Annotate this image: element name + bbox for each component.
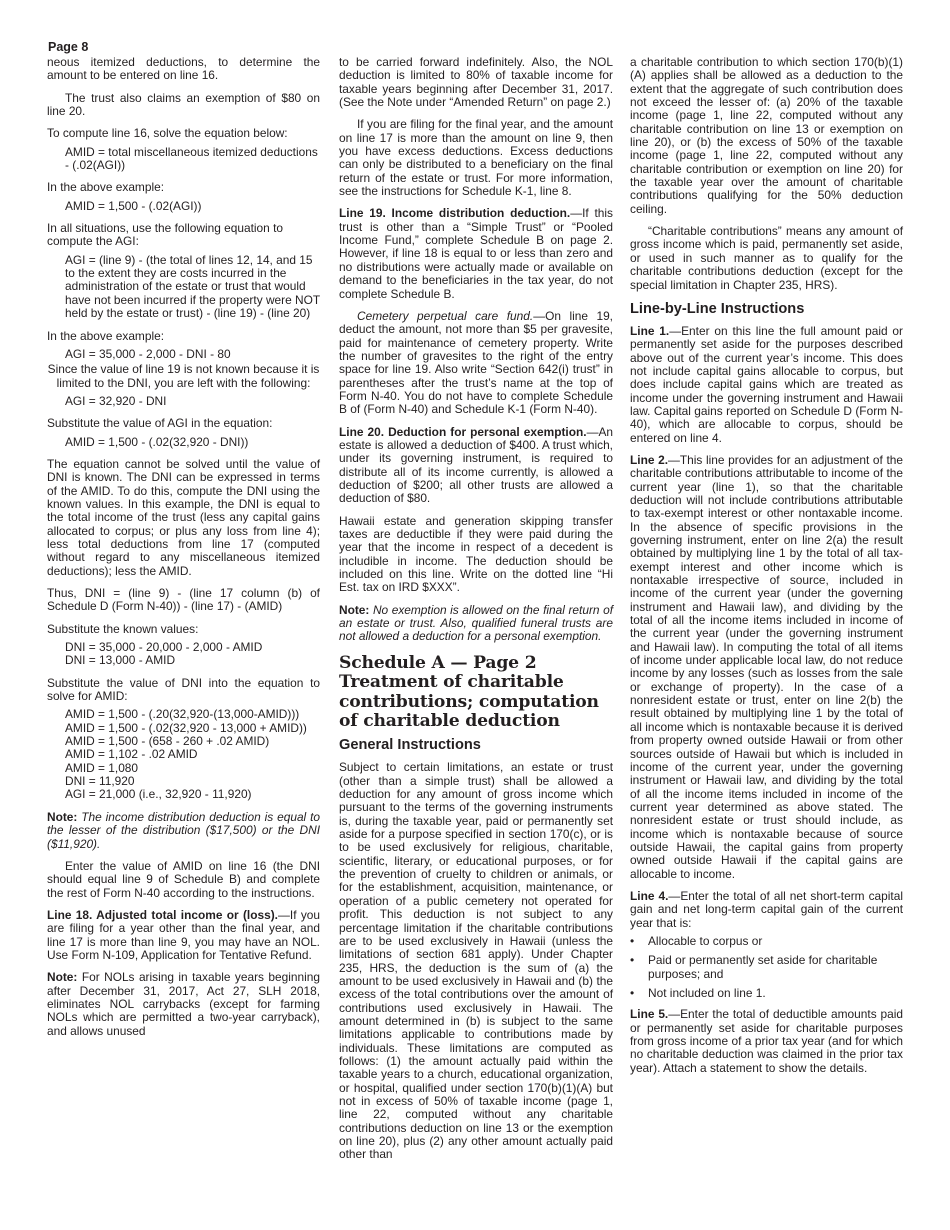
paragraph: “Charitable contributions” means any amount of gross income which is paid, permanently set aside, or used in such manner as to qualify for the charitable contributions deduction (except for the special limitation in Chapter 235, HRS). <box>630 224 903 292</box>
list-item: • Not included on line 1. <box>630 987 903 1000</box>
paragraph: to be carried forward indefinitely. Also, the NOL deduction is limited to 80% of taxable income for taxable years beginning after December 31, 2017. (See the Note under “Amended Return” on page 2.) <box>339 55 613 110</box>
paragraph: The trust also claims an exemption of $80 on line 20. <box>47 90 320 119</box>
line-20-instruction <box>339 426 613 506</box>
line-19-text: —If this trust is other than a “Simple Trust” or “Pooled Income Fund,” complete Schedule B on page 2. However, if line 18 is equal to or less than zero and no distributions were actually made or available on demand to the beneficiaries in the tax year, do not complete Schedule B. <box>339 206 613 301</box>
note-label: Note: <box>47 809 78 824</box>
line-5-label: Line 5. <box>630 1007 669 1022</box>
cemetery-label: Cemetery perpetual care fund. <box>357 308 534 323</box>
line-20-label: Line 20. Deduction for personal exemption. <box>339 424 587 439</box>
paragraph: In the above example: <box>47 180 165 195</box>
paragraph: Since the value of line 19 is not known because it is limited to the DNI, you are left with the following: <box>47 362 320 390</box>
line-4-instruction <box>630 890 903 930</box>
column-left <box>47 56 320 1047</box>
column-middle <box>339 56 613 1171</box>
cemetery-text: —On line 19, deduct the amount, not more than $5 per gravesite, paid for maintenance of cemetery property. Write the number of gravesites to the right of the entry space for line 19. Also write “Section 642(i) trust” in parentheses after the trust’s name at the top of Form N-40. You do not have to complete Schedule B of (Form N-40) and Schedule K-1 (Form N-40). <box>339 308 613 417</box>
paragraph: Substitute the known values: <box>47 621 199 636</box>
paragraph: If you are filing for the final year, and the amount on line 17 is more than the amount on line 9, then you have excess deductions. Excess deductions can only be distributed to a beneficiary on the final return of the estate or trust. For more information, see the instructions for Schedule K-1, line 8. <box>339 117 613 199</box>
list-item: • Allocable to corpus or <box>630 935 903 948</box>
line-18-label: Line 18. Adjusted total income or (loss). <box>47 907 278 922</box>
note <box>47 811 320 851</box>
line-4-label: Line 4. <box>630 888 669 903</box>
line-5-text: —Enter the total of deductible amounts paid or permanently set aside for charitable purposes from gross income of a prior tax year (and for which no charitable deduction was claimed in the prior tax year). Attach a statement to show the details. <box>630 1007 903 1075</box>
paragraph: Thus, DNI = (line 9) - (line 17 column (b) of Schedule D (Form N-40)) - (line 17) - (AMID) <box>47 586 320 614</box>
paragraph: neous itemized deductions, to determine the amount to be entered on line 16. <box>47 55 320 83</box>
paragraph: Substitute the value of DNI into the equation to solve for AMID: <box>47 675 320 704</box>
column-right <box>630 56 903 1084</box>
equation: AGI = 35,000 - 2,000 - DNI - 80 <box>65 346 231 361</box>
equation-line: AMID = 1,080 <box>65 760 139 775</box>
equation-block <box>65 708 320 801</box>
note <box>339 604 613 644</box>
line-2-instruction <box>630 454 903 881</box>
line-2-label: Line 2. <box>630 452 668 467</box>
list-item: • Paid or permanently set aside for charitable purposes; and <box>630 954 903 981</box>
paragraph: Enter the value of AMID on line 16 (the DNI should equal line 9 of Schedule B) and complete the rest of Form N-40 according to the instructions. <box>47 858 320 900</box>
equation-line: DNI = 13,000 - AMID <box>65 653 176 668</box>
line-1-text: —Enter on this line the full amount paid or permanently set aside for the purposes described above out of the current year’s income. This does not include capital gains allocable to corpus, but does include capital gains which are treated as income under the governing instrument and Hawaii law. Capital gains reported on Schedule D (Form N-40), which are allocable to corpus, should be entered on line 4. <box>630 323 903 445</box>
cemetery-paragraph <box>339 310 613 417</box>
line-19-label: Line 19. Income distribution deduction. <box>339 206 571 221</box>
page-number: Page 8 <box>48 40 89 54</box>
equation: AGI = 32,920 - DNI <box>65 393 167 408</box>
note-text: No exemption is allowed on the final return of an estate or trust. Also, qualified funeral trusts are not allowed a deduction for a personal exemption. <box>339 602 613 644</box>
paragraph: In all situations, use the following equation to compute the AGI: <box>47 221 283 249</box>
line-18-text: —If you are filing for a year other than the final year, and line 17 is more than line 9, you may have an NOL. Use Form N-109, Application for Tentative Refund. <box>47 907 320 962</box>
line-1-label: Line 1. <box>630 323 670 338</box>
equation: AGI = (line 9) - (the total of lines 12, 14, and 15 to the extent they are costs incurred in the administration of the estate or trust that would have not been incurred if the property were NOT held by the estate or trust) - (line 19) - (line 20) <box>65 252 320 321</box>
line-1-instruction <box>630 325 903 445</box>
line-4-bullet-list <box>630 935 903 1000</box>
paragraph: Substitute the value of AGI in the equation: <box>47 416 273 431</box>
line-5-instruction <box>630 1008 903 1075</box>
line-2-text: —This line provides for an adjustment of the charitable contributions attributable to income of the current year (line 1), so that the charitable deduction will not include contributions attributable to tax-exempt interest or other nontaxable income. In the absence of specific provisions in the governing instrument, enter on line 2(a) the result obtained by multiplying line 1 by the total of all tax-exempt interest and other income which is nontaxable irrespective of source, included in income of the current year (under the governing instrument and Hawaii law), and dividing by the total of all the income items included in income of the current year (under the governing instrument and Hawaii law). In computing the total of all items of income under applicable local law, do not reduce income by any losses (such as losses from the sale or exchange of property). In the case of a nonresident estate or trust, enter on line 2(b) the result obtained by multiplying line 1 by the total of all income which is nontaxable because it is derived from property owned outside Hawaii or from other sources outside of Hawaii but which is included in income of the current year, under the governing instrument or Hawaii law, and dividing by the total of all the income items included in income of the current year determined as above stated. The nonresident estate or trust should include, as income which is nontaxable because of source outside Hawaii, the capital gains from property owned outside Hawaii if the capital gains are allocable to income. <box>630 452 903 881</box>
equation: AMID = 1,500 - (.02(32,920 - DNI)) <box>65 434 249 449</box>
note-text: The income distribution deduction is equal to the lesser of the distribution ($17,500) or the DNI ($11,920). <box>47 809 320 851</box>
equation-line: AMID = 1,102 - .02 AMID <box>65 747 198 762</box>
equation-line: AGI = 21,000 (i.e., 32,920 - 11,920) <box>65 787 252 802</box>
general-instructions-heading: General Instructions <box>339 737 481 754</box>
equation-line: DNI = 35,000 - 20,000 - 2,000 - AMID <box>65 640 263 655</box>
note-label: Note: <box>47 970 78 985</box>
equation-line: AMID = 1,500 - (.02(32,920 - 13,000 + AMID)) <box>65 720 307 735</box>
note-text: For NOLs arising in taxable years beginning after December 31, 2017, Act 27, SLH 2018, eliminates NOL carrybacks (except for farming NOLs which are permitted a two-year carryback), and allows unused <box>47 970 320 1038</box>
equation: AMID = total miscellaneous itemized deductions - (.02(AGI)) <box>65 144 318 173</box>
line-4-text: —Enter the total of all net short-term capital gain and net long-term capital gain of the current year that is: <box>630 888 903 930</box>
equation-line: AMID = 1,500 - (.20(32,920-(13,000-AMID))) <box>65 707 300 722</box>
equation-line: AMID = 1,500 - (658 - 260 + .02 AMID) <box>65 734 270 749</box>
note-label: Note: <box>339 602 370 617</box>
paragraph: In the above example: <box>47 328 165 343</box>
line-19-instruction <box>339 207 613 300</box>
note <box>47 971 320 1038</box>
line-by-line-heading: Line-by-Line Instructions <box>630 300 805 317</box>
equation-line: DNI = 11,920 <box>65 774 135 789</box>
paragraph: Subject to certain limitations, an estate or trust (other than a simple trust) shall be allowed a deduction for any amount of gross income which pursuant to the terms of the governing instruments is, during the taxable year, paid or permanently set aside for a purpose specified in section 170(c), or is to be used exclusively for religious, charitable, scientific, literary, or educational purposes, or for the prevention of cruelty to children or animals, or for the establishment, acquisition, maintenance, or operation of a public cemetery not operated for profit. This deduction is not subject to any percentage limitation if the charitable contributions are to be used exclusively in Hawaii (unless the limitations of section 681 apply). Under Chapter 235, HRS, the deduction is the sum of (a) the amount to be used exclusively in Hawaii and (b) the excess of the total contributions over the amount of contributions used exclusively in Hawaii. The amount determined in (b) is subject to the same limitations applicable to contributions made by individuals. These limitations are computed as follows: (1) the amount actually paid within the taxable years to a church, educational organization, or hospital, qualified under section 170(b)(1)(A) but not in excess of 50% of taxable income (page 1, line 22, computed without any charitable contributions deduction on line 13 or the exemption on line 20), plus (2) any other amount actually paid other than <box>339 760 613 1162</box>
line-18-instruction <box>47 909 320 962</box>
paragraph: To compute line 16, solve the equation below: <box>47 126 288 141</box>
paragraph: The equation cannot be solved until the value of DNI is known. The DNI can be expressed in terms of the AMID. To do this, compute the DNI using the known values. In this example, the DNI is equal to the total income of the trust (less any capital gains allocated to corpus; or plus any loss from line 4); less total deductions from line 17 (computed without regard to any miscellaneous itemized deductions); less the AMID. <box>47 456 320 578</box>
line-20-text: —An estate is allowed a deduction of $400. A trust which, under its governing instrument, is required to distribute all of its income currently, is allowed a deduction of $200; all other trusts are allowed a deduction of $80. <box>339 424 613 506</box>
equation: AMID = 1,500 - (.02(AGI)) <box>65 198 202 213</box>
equation-block <box>65 641 320 668</box>
schedule-a-heading: Schedule A — Page 2 Treatment of charitable contributions; computation of charitable deduction <box>339 652 599 731</box>
paragraph: a charitable contribution to which section 170(b)(1)(A) applies shall be allowed as a deduction to the extent that the aggregate of such contribution does not exceed the lesser of: (a) 20% of the taxable income (page 1, line 22, computed without any charitable contribution on line 13 or exemption on line 20), or (b) the excess of 50% of the taxable income (page 1, line 22, computed without any charitable contribution or exemption on line 20) for the taxable year over the amount of charitable contributions qualifying for the 50% deduction ceiling. <box>630 55 903 216</box>
paragraph: Hawaii estate and generation skipping transfer taxes are deductible if they were paid during the year that the income in respect of a decedent is includible in income. The deduction should be included on this line. Write on the dotted line “Hi Est. tax on IRD $XXX”. <box>339 513 613 595</box>
